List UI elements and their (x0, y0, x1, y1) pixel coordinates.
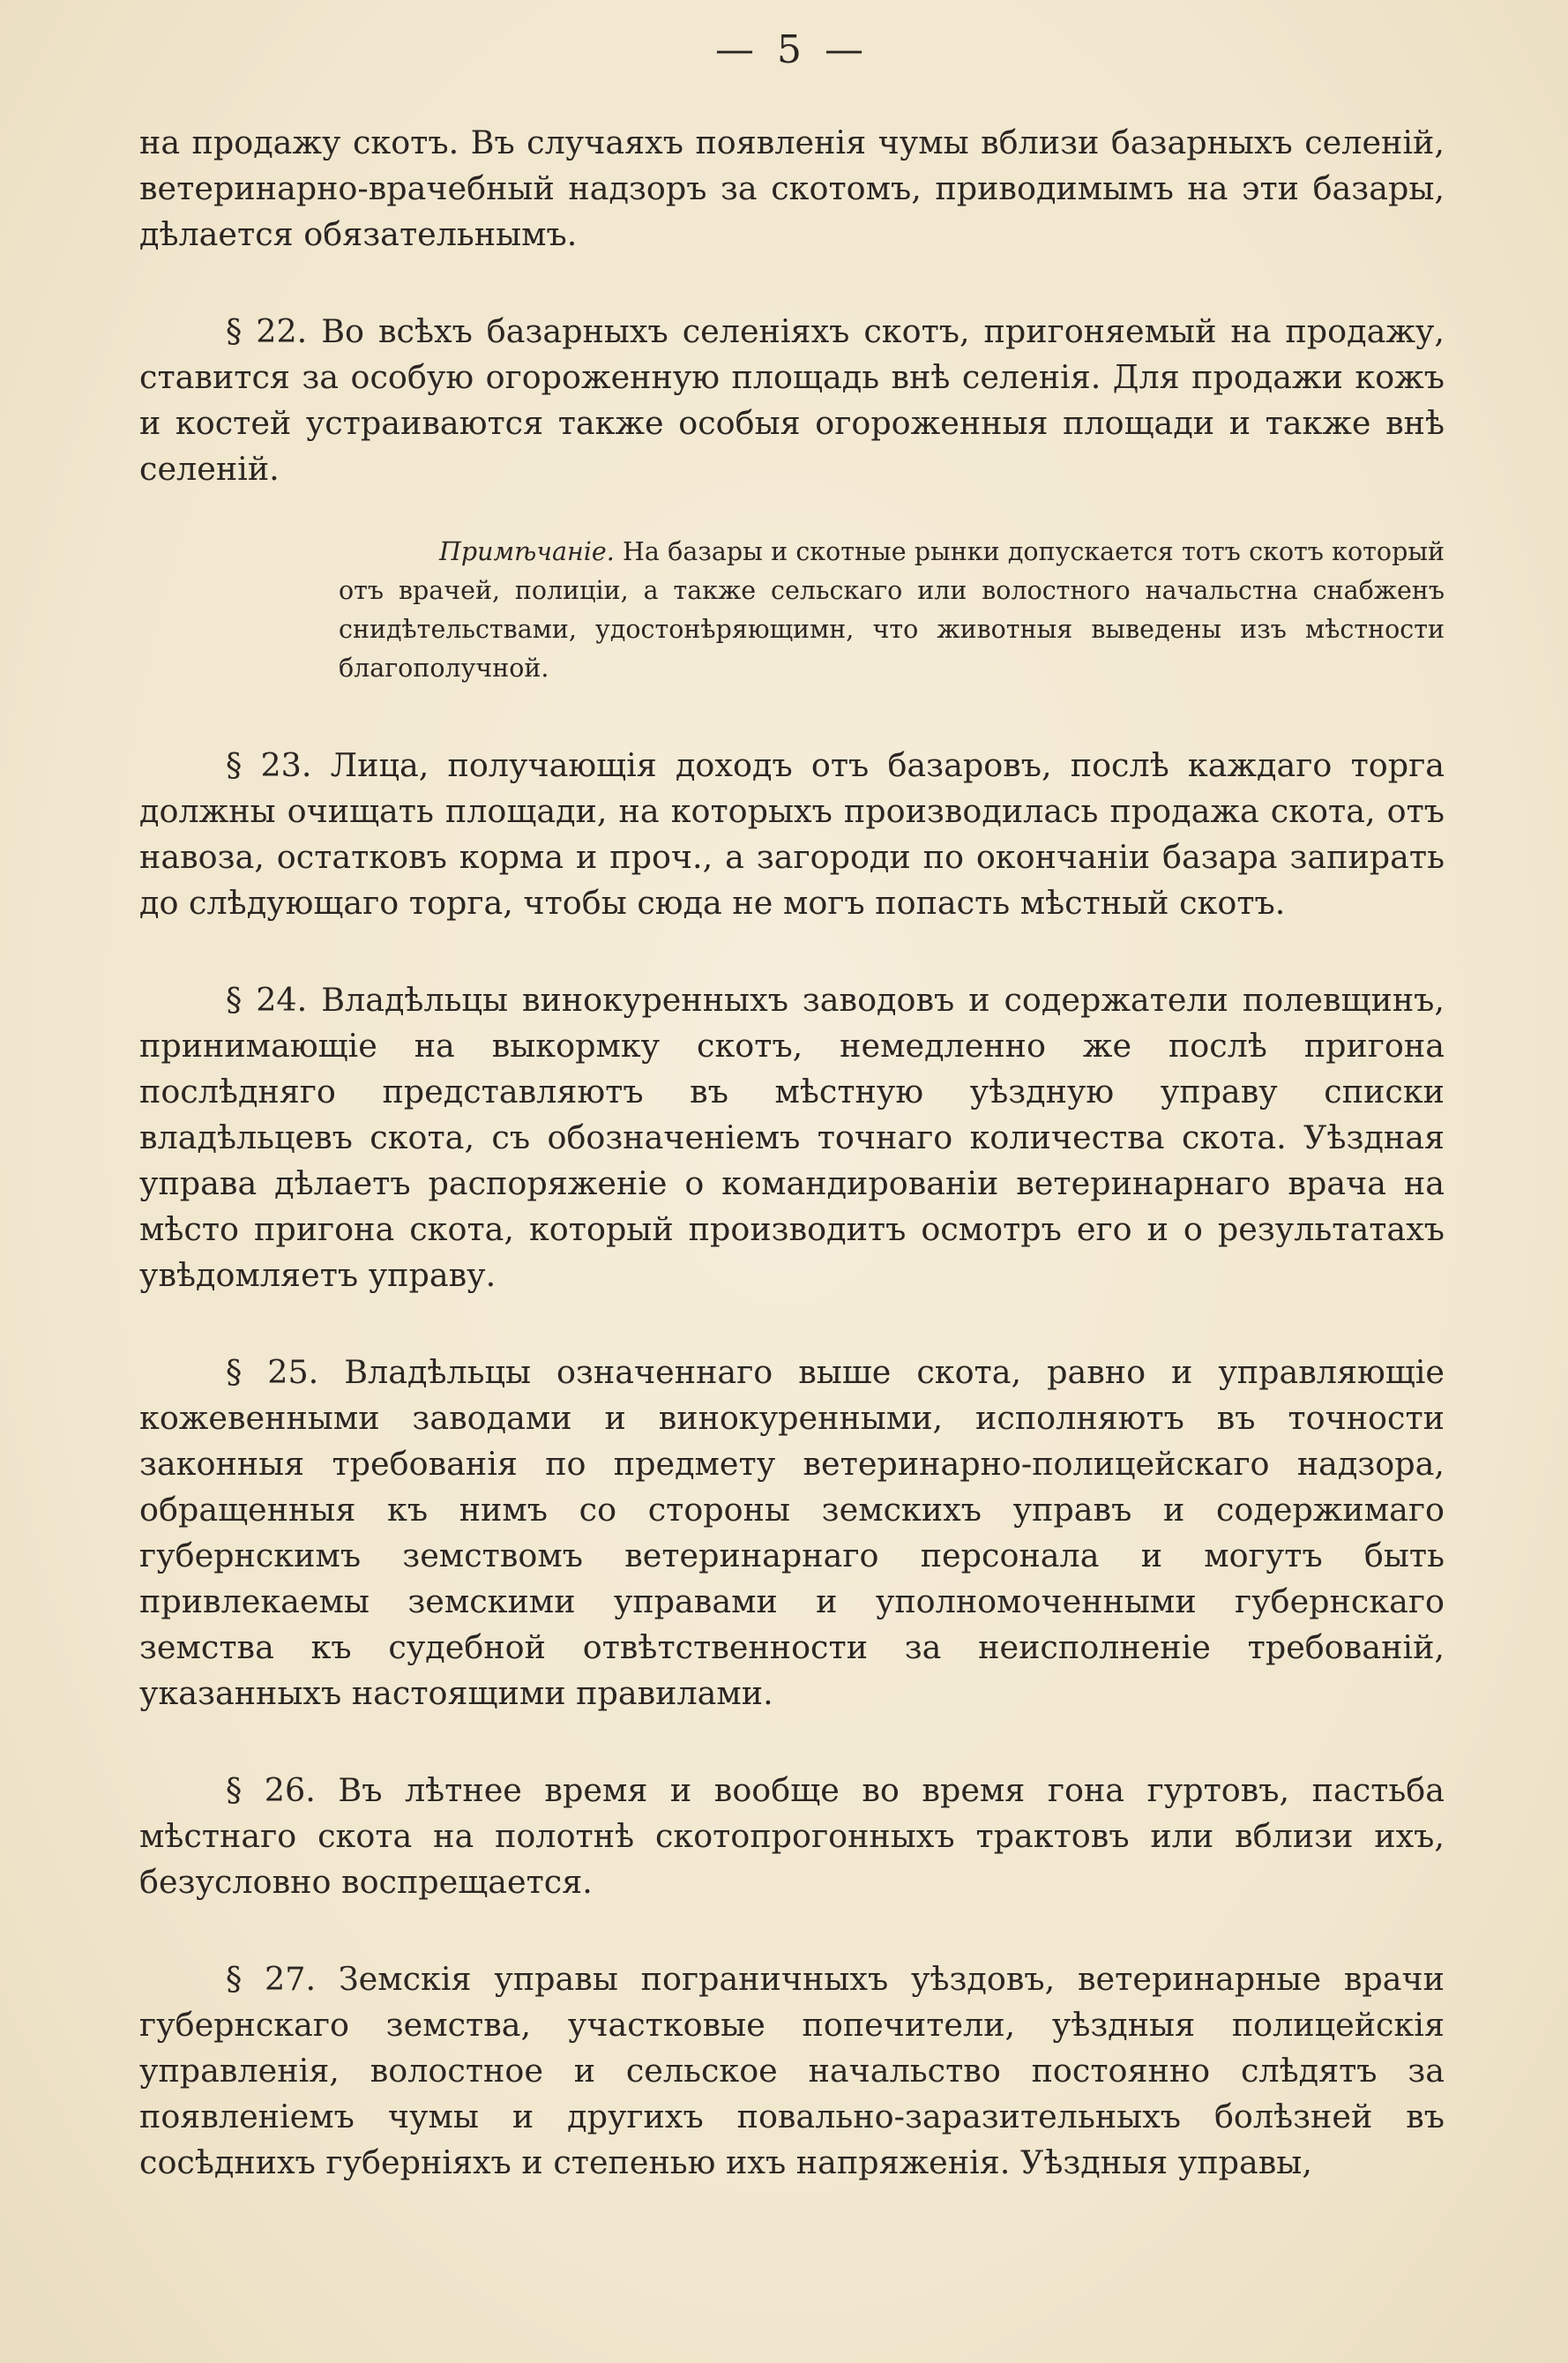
spacer (139, 926, 1445, 977)
note-block (339, 533, 1445, 688)
spacer (139, 688, 1445, 743)
paragraph-intro: на продажу скотъ. Въ случаяхъ появленія чумы вблизи базарныхъ селеній, ветеринарно-врачебный надзоръ за скотомъ, приводимымъ на эти базары, дѣлается обязательнымъ. (139, 123, 1445, 253)
paragraph-section-22: § 22. Во всѣхъ базарныхъ селеніяхъ скотъ, пригоняемый на продажу, ставится за особую огороженную площадь внѣ селенія. Для продажи кожъ и костей устраиваются также особыя огороженныя площади и также внѣ селеній. (139, 312, 1445, 488)
paragraph-section-24: § 24. Владѣльцы винокуренныхъ заводовъ и содержатели полевщинъ, принимающіе на выкормку скотъ, немедленно же послѣ пригона послѣдняго представляютъ въ мѣстную уѣздную управу списки владѣльцевъ скота, съ обозначеніемъ точнаго количества скота. Уѣздная управа дѣлаетъ распоряженіе о командированіи ветеринарнаго врача на мѣсто пригона скота, который производитъ осмотръ его и о результатахъ увѣдомляетъ управу. (139, 981, 1445, 1294)
spacer (139, 1716, 1445, 1768)
paragraph-section-23: § 23. Лица, получающія доходъ отъ базаровъ, послѣ каждаго торга должны очищать площади, на которыхъ производилась продажа скота, отъ навоза, остатковъ корма и проч., а загороди по окончаніи базара запирать до слѣдующаго торга, чтобы сюда не могъ попасть мѣстный скотъ. (139, 746, 1445, 922)
spacer (139, 492, 1445, 533)
note-text: На базары и скотные рынки допускается тотъ скотъ который отъ врачей, полиціи, а также сельскаго или волостного начальстна снабженъ снидѣтельствами, удостонѣряющимн, что животныя выведены изъ мѣстности благополучной. (339, 537, 1445, 683)
paragraph-section-25: § 25. Владѣльцы означеннаго выше скота, равно и управляющіе кожевенными заводами и винокуренными, исполняютъ въ точности законныя требованія по предмету ветеринарно-полицейскаго надзора, обращенныя къ нимъ со стороны земскихъ управъ и содержимаго губернскимъ земствомъ ветеринарнаго персонала и могутъ быть привлекаемы земскими управами и уполномоченными губернскаго земства къ судебной отвѣтственности за неисполненіе требованій, указанныхъ настоящими правилами. (139, 1353, 1445, 1712)
paragraph-section-27: § 27. Земскія управы пограничныхъ уѣздовъ, ветеринарные врачи губернскаго земства, участковые попечители, уѣздныя полицейскія управленія, волостное и сельское начальство постоянно слѣдятъ за появленіемъ чумы и другихъ повально-заразительныхъ болѣзней въ сосѣднихъ губерніяхъ и степенью ихъ напряженія. Уѣздныя управы, (139, 1960, 1445, 2181)
spacer (139, 1298, 1445, 1350)
spacer (139, 258, 1445, 309)
paragraph-section-26: § 26. Въ лѣтнее время и вообще во время гона гуртовъ, пастьба мѣстнаго скота на полотнѣ скотопрогонныхъ трактовъ или вблизи ихъ, безусловно воспрещается. (139, 1771, 1445, 1901)
spacer (139, 1905, 1445, 1956)
page-number: — 5 — (715, 27, 869, 72)
note-label: Примѣчаніе. (439, 537, 615, 566)
